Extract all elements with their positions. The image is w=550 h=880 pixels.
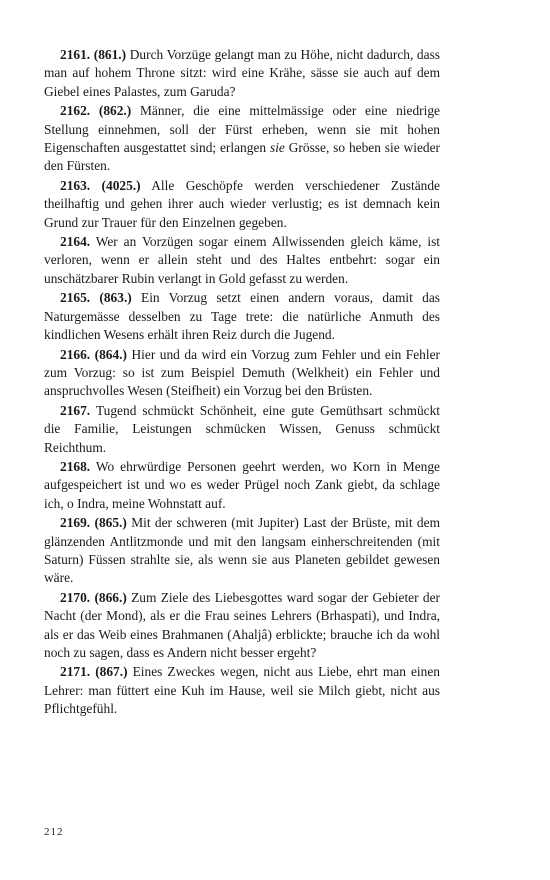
page-number: 212 [44, 826, 64, 838]
entry-reference: (864.) [94, 346, 127, 362]
entry-number: 2168. [60, 458, 91, 474]
entry-text: Hier und da wird ein Vorzug zum Fehler und ein Fehler zum Vorzug: so ist zum Beispiel Demuth (Welkheit) ein Fehler und anspruchvolles Wesen (Steifheit) ein Vorzug bei den Brüsten. [44, 346, 440, 399]
entry-2161 [44, 46, 440, 101]
entry-2170 [44, 589, 440, 663]
entry-text: Wo ehrwürdige Personen geehrt werden, wo Korn in Menge aufgespeichert ist und wo es weder Prügel noch Zank giebt, da schlage ich, o Indra, meine Wohnstatt auf. [44, 458, 440, 511]
entry-2168 [44, 458, 440, 513]
entry-2164 [44, 233, 440, 288]
entry-text: Wer an Vorzügen sogar einem Allwissenden gleich käme, ist verloren, wenn er allein steht und des Haltes entbehrt: sogar ein unschätzbarer Rubin verlangt in Gold gefasst zu werden. [44, 234, 440, 286]
entry-emphasis: sie [269, 140, 285, 156]
entry-text: Durch Vorzüge gelangt man zu Höhe, nicht dadurch, dass man auf hohem Throne sitzt: wird eine Krähe, sässe sie auch auf dem Giebel eines Palastes, zum Garuda? [44, 47, 440, 99]
entry-reference: (861.) [93, 47, 127, 62]
entry-number: 2167. [60, 402, 91, 418]
entry-number: 2162. [60, 103, 91, 119]
entry-text: Ein Vorzug setzt einen andern voraus, damit das Naturgemässe desselben zu Tage trete: die natürliche Anmuth des kindlichen Wesens erhält ihren Reiz durch die Jugend. [44, 290, 440, 343]
entry-text: Tugend schmückt Schönheit, eine gute Gemüthsart schmückt die Familie, Leistungen schmücken Wissen, Genuss schmückt Reichthum. [44, 402, 440, 455]
entry-reference: (865.) [94, 515, 127, 531]
entry-2163 [44, 177, 440, 232]
entry-text: Männer, die eine mittelmässige oder eine niedrige Stellung einnehmen, soll der Fürst erheben, wenn sie mit hohen Eigenschaften ausgestattet sind; erlangen [44, 103, 440, 156]
entry-reference: (863.) [99, 290, 132, 306]
entry-2169 [44, 514, 440, 588]
entry-text: Zum Ziele des Liebesgottes ward sogar der Gebieter der Nacht (der Mond), als er die Frau seines Lehrers (Brhaspati), und Indra, als er das Weib eines Brahmanen (Ahaljâ) erblickte; brauche ich da wohl noch zu sagen, dass es Andern nicht besser ergeht? [44, 589, 440, 660]
entry-reference: (4025.) [101, 177, 141, 193]
entry-number: 2164. [60, 234, 91, 250]
entry-reference: (866.) [94, 589, 127, 605]
entry-number: 2163. [60, 177, 91, 193]
entry-number: 2165. [60, 290, 91, 306]
entry-2171 [44, 663, 440, 718]
entry-reference: (862.) [98, 103, 132, 119]
entry-text: Alle Geschöpfe werden verschiedener Zustände theilhaftig und gehen ihrer auch wieder verlustig; es ist demnach kein Grund zur Trauer für den Einzelnen gegeben. [44, 177, 440, 230]
entry-2167 [44, 402, 440, 457]
entry-number: 2161. [60, 47, 91, 62]
entry-2166 [44, 346, 440, 401]
entry-2162 [44, 102, 440, 176]
page-body [44, 46, 440, 720]
entry-number: 2170. [60, 589, 91, 605]
entry-2165 [44, 289, 440, 344]
entry-text-continued: Grösse, so heben sie wieder den Fürsten. [44, 140, 440, 174]
entry-text: Eines Zweckes wegen, nicht aus Liebe, ehrt man einen Lehrer: man füttert eine Kuh im Hause, weil sie Milch giebt, nicht aus Pflichtgefühl. [44, 664, 440, 717]
entry-text: Mit der schweren (mit Jupiter) Last der Brüste, mit dem glänzenden Antlitzmonde und mit den langsam einherschreitenden (mit Saturn) Füssen strahlte sie, als wenn sie aus Planeten gebildet gewesen wäre. [44, 515, 440, 586]
entry-reference: (867.) [95, 664, 128, 680]
entry-number: 2169. [60, 515, 91, 531]
entry-number: 2166. [60, 346, 91, 362]
entry-number: 2171. [60, 664, 91, 680]
